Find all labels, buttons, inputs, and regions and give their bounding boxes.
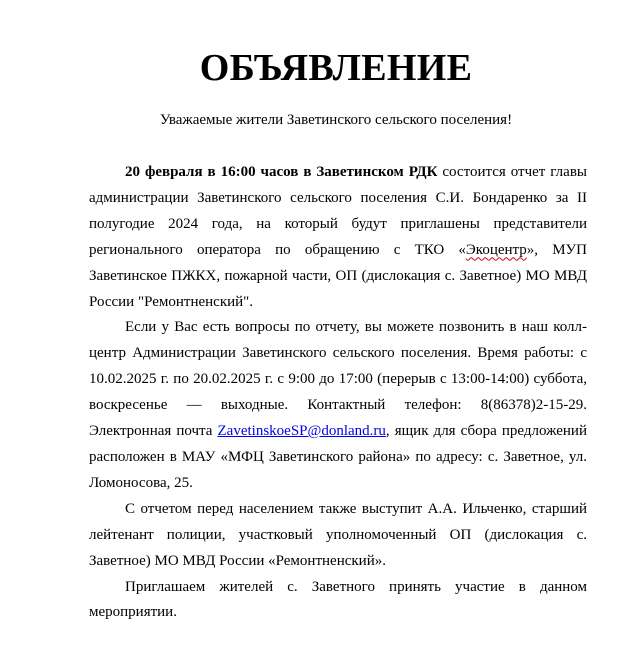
- paragraph-police-speaker: С отчетом перед населением также выступит А.А. Ильченко, старший лейтенант полиции, участковый уполномоченный ОП (дислокация с. Заветное) МО МВД России «Ремонтненский».: [89, 500, 587, 569]
- paragraph-report-text-b: », МУП Заветинское ПЖКХ, пожарной части, ОП (дислокация с. Заветное) МО МВД России "Ремонтненский".: [89, 241, 587, 310]
- spellcheck-word: Экоцентр: [465, 241, 527, 258]
- paragraph-contacts-text-b: , ящик для сбора предложений расположен в МАУ «МФЦ Заветинского района» по адресу: с. Заветное, ул. Ломоносова, 25.: [89, 423, 587, 491]
- announcement-body: [89, 160, 587, 626]
- paragraph-report-text-a: состоится отчет главы администрации Заветинского сельского поселения С.И. Бондаренко за II полугодие 2024 года, на который будут приглашены представители регионального оператора по обращению с ТКО «: [89, 164, 587, 258]
- event-date-time: 20 февраля в 16:00 часов в Заветинском РДК: [125, 164, 438, 180]
- paragraph-contacts: [89, 315, 587, 496]
- email-link[interactable]: ZavetinskoeSP@donland.ru: [217, 423, 386, 440]
- paragraph-contacts-text-a: Если у Вас есть вопросы по отчету, вы можете позвонить в наш колл-центр Администрации Заветинского сельского поселения. Время работы: с 10.02.2025 г. по 20.02.2025 г. с 9:00 до 17:00 (перерыв с 13:00-14:00) суббота, воскресенье — выходные. Контактный телефон: 8(86378)2-15-29. Электронная почта: [89, 319, 587, 440]
- paragraph-invitation: Приглашаем жителей с. Заветного принять участие в данном мероприятии.: [89, 578, 587, 621]
- paragraph-report: [89, 160, 587, 315]
- greeting-line: Уважаемые жители Заветинского сельского поселения!: [159, 112, 513, 128]
- page-title: ОБЪЯВЛЕНИЕ: [199, 47, 473, 89]
